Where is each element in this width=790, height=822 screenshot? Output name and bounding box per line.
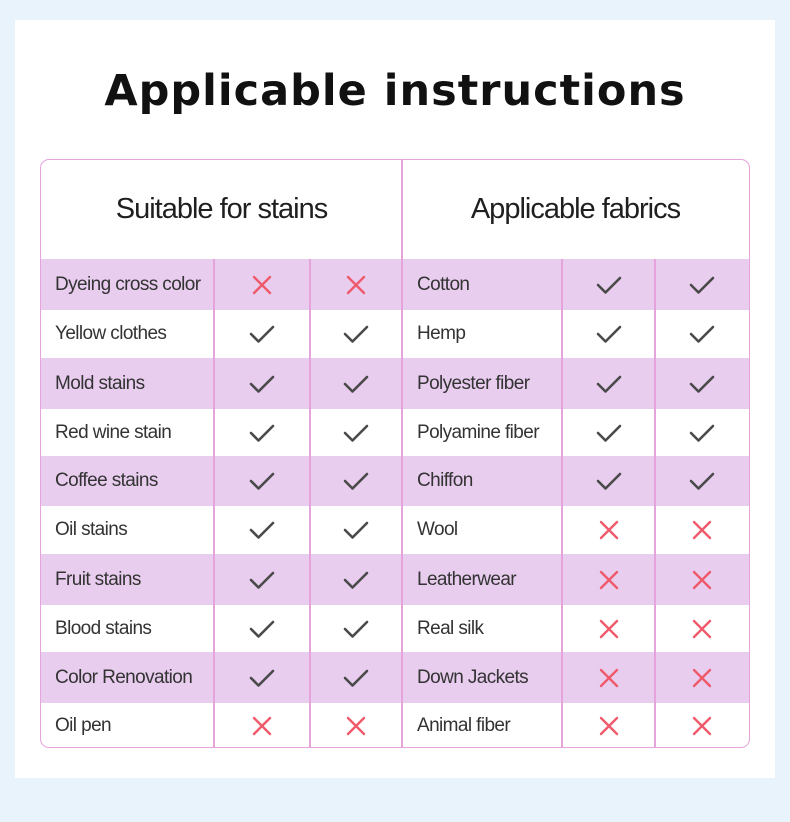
table-row [41, 703, 749, 748]
stain-label: Red wine stain [55, 421, 172, 443]
section-divider [401, 160, 403, 747]
instructions-table [40, 159, 750, 748]
check-icon [343, 618, 369, 640]
cross-icon [689, 519, 715, 541]
fabric-label: Hemp [417, 323, 466, 344]
check-icon [343, 373, 369, 395]
stain-label: Mold stains [55, 372, 145, 394]
fabric-mark-cell [655, 409, 749, 456]
fabric-label: Down Jackets [417, 666, 529, 688]
fabric-mark-cell [655, 259, 749, 310]
check-icon [249, 323, 275, 345]
stain-mark-cell [213, 506, 310, 554]
stain-mark-cell [213, 605, 310, 652]
table-row [41, 409, 749, 456]
fabric-mark-cell [655, 310, 749, 358]
check-icon [249, 373, 275, 395]
stain-mark-cell [213, 409, 310, 456]
table-row [41, 605, 749, 652]
stain-label: Oil stains [55, 519, 128, 540]
stain-mark-cell [310, 703, 402, 748]
fabric-mark-cell [655, 605, 749, 652]
check-icon [596, 274, 622, 296]
stain-label: Coffee stains [55, 470, 158, 491]
fabric-mark-cell [655, 554, 749, 605]
check-icon [689, 323, 715, 345]
stain-mark-cell [310, 554, 402, 605]
check-icon [689, 422, 715, 444]
check-icon [596, 373, 622, 395]
stain-mark-cell [310, 310, 402, 358]
cross-icon [689, 569, 715, 591]
column-divider [309, 259, 311, 747]
fabric-mark-cell [562, 605, 655, 652]
check-icon [596, 470, 622, 492]
stain-mark-cell [310, 259, 402, 310]
page-title: Applicable instructions [104, 66, 686, 116]
stain-mark-cell [213, 703, 310, 748]
stain-mark-cell [310, 652, 402, 703]
table-row [41, 652, 749, 703]
check-icon [249, 470, 275, 492]
check-icon [596, 323, 622, 345]
stain-mark-cell [310, 409, 402, 456]
cross-icon [343, 715, 369, 737]
stain-mark-cell [213, 554, 310, 605]
stain-mark-cell [310, 605, 402, 652]
check-icon [343, 470, 369, 492]
fabric-mark-cell [655, 358, 749, 409]
fabric-mark-cell [562, 554, 655, 605]
stain-mark-cell [310, 358, 402, 409]
fabric-label: Wool [417, 519, 458, 540]
fabric-mark-cell [655, 652, 749, 703]
fabric-mark-cell [562, 259, 655, 310]
fabric-mark-cell [655, 703, 749, 748]
cross-icon [249, 715, 275, 737]
cross-icon [689, 715, 715, 737]
check-icon [343, 422, 369, 444]
fabric-label: Polyester fiber [417, 372, 530, 394]
check-icon [343, 323, 369, 345]
fabrics-header: Applicable fabrics [470, 193, 681, 225]
fabric-mark-cell [655, 506, 749, 554]
check-icon [689, 470, 715, 492]
column-divider [654, 259, 656, 747]
table-row [41, 554, 749, 605]
fabric-label: Real silk [417, 617, 484, 639]
table-row [41, 456, 749, 506]
fabric-label: Polyamine fiber [417, 421, 539, 443]
cross-icon [596, 569, 622, 591]
fabric-mark-cell [562, 409, 655, 456]
stain-mark-cell [310, 456, 402, 506]
fabric-mark-cell [562, 652, 655, 703]
fabric-mark-cell [655, 456, 749, 506]
stain-label: Color Renovation [55, 666, 193, 688]
cross-icon [689, 667, 715, 689]
fabric-label: Leatherwear [417, 568, 517, 590]
cross-icon [249, 274, 275, 296]
stain-mark-cell [213, 259, 310, 310]
fabric-mark-cell [562, 506, 655, 554]
fabric-label: Animal fiber [417, 714, 511, 736]
check-icon [249, 569, 275, 591]
table-row [41, 506, 749, 554]
stain-label: Oil pen [55, 714, 112, 736]
stain-label: Yellow clothes [55, 323, 167, 344]
cross-icon [596, 519, 622, 541]
fabric-mark-cell [562, 310, 655, 358]
check-icon [689, 274, 715, 296]
check-icon [249, 422, 275, 444]
cross-icon [689, 618, 715, 640]
column-divider [561, 259, 563, 747]
stain-label: Dyeing cross color [55, 273, 201, 295]
stain-mark-cell [310, 506, 402, 554]
fabric-label: Cotton [417, 273, 470, 295]
fabric-mark-cell [562, 703, 655, 748]
cross-icon [596, 667, 622, 689]
check-icon [249, 667, 275, 689]
table-row [41, 259, 749, 310]
table-body [41, 259, 749, 748]
stain-mark-cell [213, 652, 310, 703]
check-icon [343, 667, 369, 689]
table-row [41, 310, 749, 358]
check-icon [343, 569, 369, 591]
column-divider [213, 259, 215, 747]
check-icon [596, 422, 622, 444]
cross-icon [343, 274, 369, 296]
check-icon [689, 373, 715, 395]
stains-header: Suitable for stains [115, 193, 328, 225]
stain-mark-cell [213, 310, 310, 358]
stain-label: Fruit stains [55, 568, 141, 590]
fabric-mark-cell [562, 456, 655, 506]
stain-label: Blood stains [55, 617, 152, 639]
check-icon [249, 618, 275, 640]
fabric-label: Chiffon [417, 470, 473, 491]
cross-icon [596, 618, 622, 640]
stain-mark-cell [213, 358, 310, 409]
fabric-mark-cell [562, 358, 655, 409]
table-row [41, 358, 749, 409]
stain-mark-cell [213, 456, 310, 506]
cross-icon [596, 715, 622, 737]
check-icon [249, 519, 275, 541]
check-icon [343, 519, 369, 541]
